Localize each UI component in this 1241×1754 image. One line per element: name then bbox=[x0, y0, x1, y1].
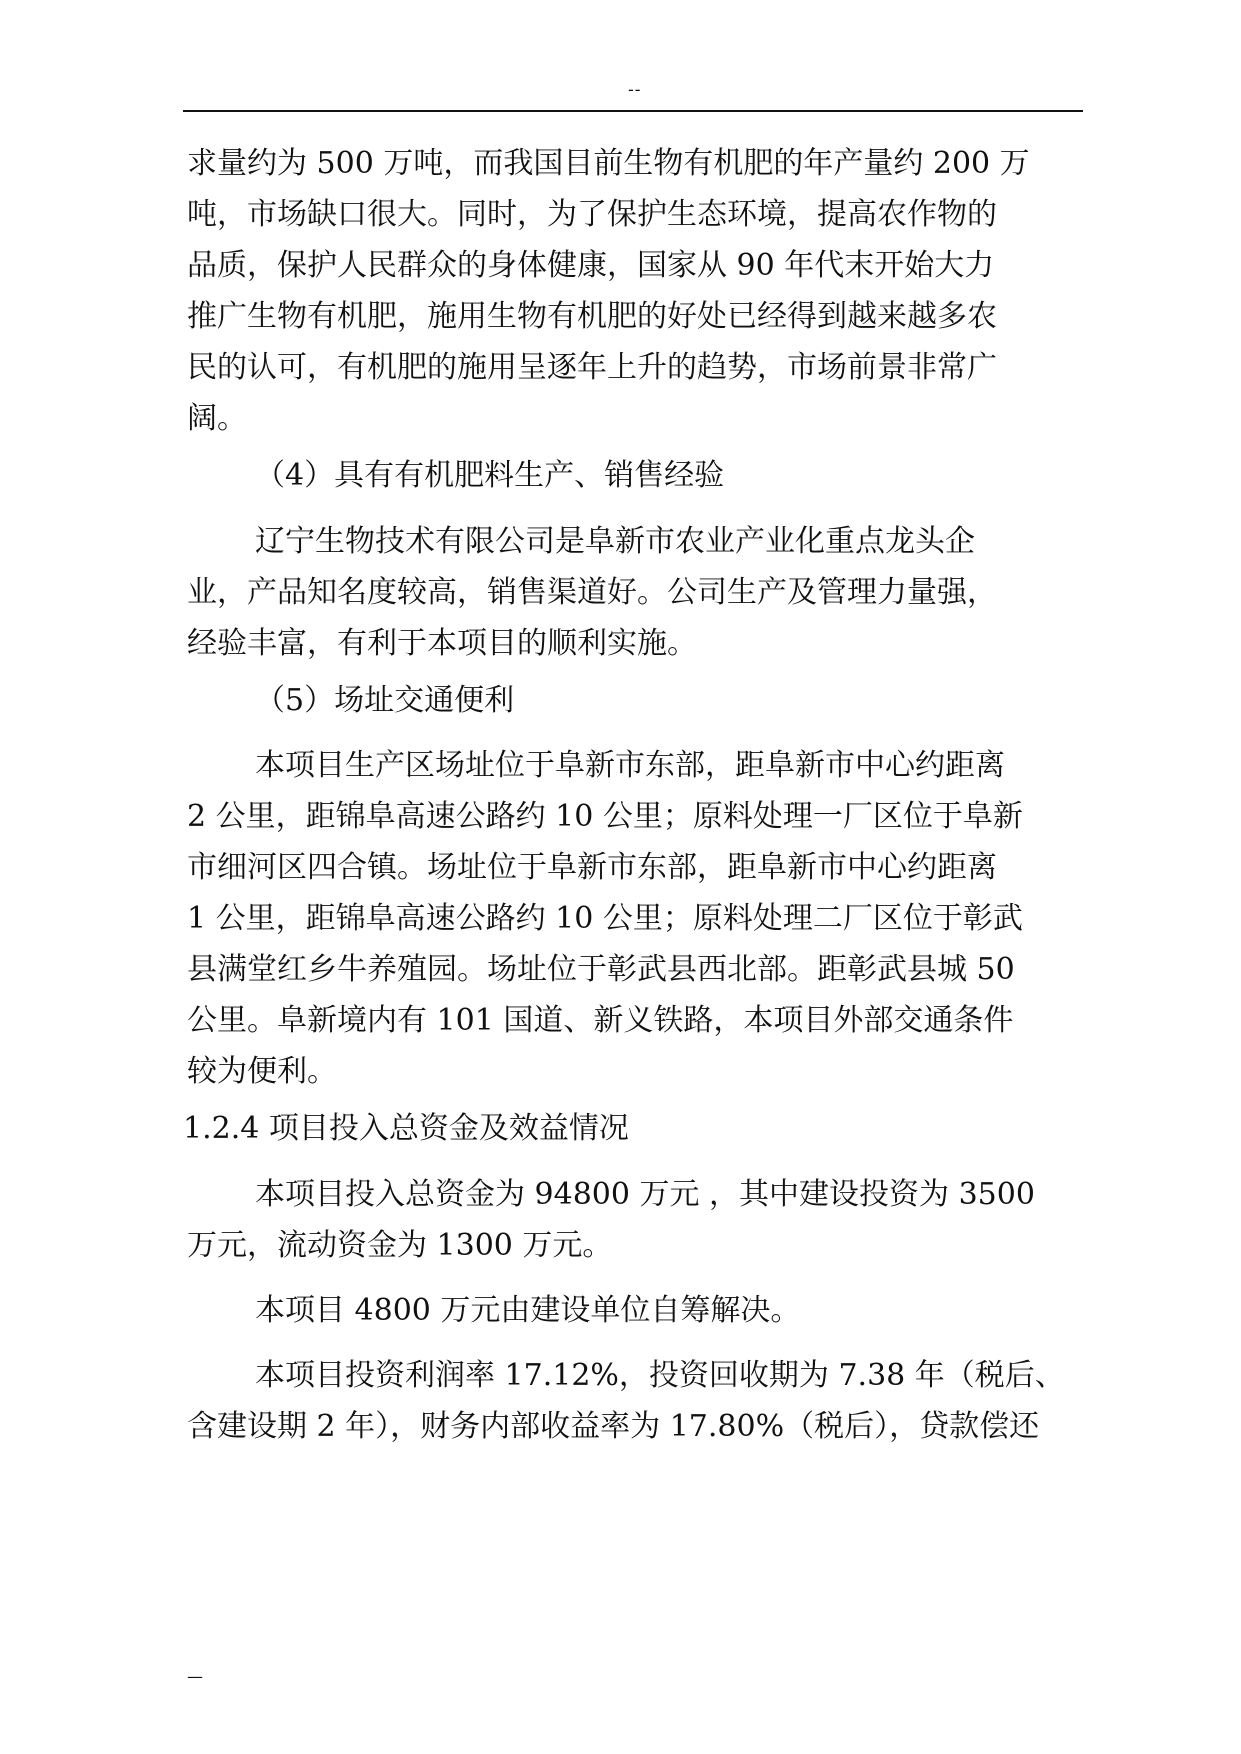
body-line: 县满堂红乡牛养殖园。场址位于彰武县西北部。距彰武县城 50 bbox=[187, 952, 1015, 987]
page-footer-mark: — bbox=[187, 1667, 203, 1686]
body-line: 经验丰富，有利于本项目的顺利实施。 bbox=[187, 626, 697, 661]
body-line: 1 公里，距锦阜高速公路约 10 公里；原料处理二厂区位于彰武 bbox=[187, 901, 1023, 936]
body-line: 公里。阜新境内有 101 国道、新义铁路，本项目外部交通条件 bbox=[187, 1003, 1014, 1038]
body-line: 民的认可，有机肥的施用呈逐年上升的趋势，市场前景非常广 bbox=[187, 350, 997, 385]
body-line: 吨，市场缺口很大。同时，为了保护生态环境，提高农作物的 bbox=[187, 197, 997, 232]
body-line: 本项目投资利润率 17.12%，投资回收期为 7.38 年（税后、 bbox=[255, 1358, 1065, 1393]
body-line: 本项目 4800 万元由建设单位自筹解决。 bbox=[255, 1293, 801, 1328]
body-line: 较为便利。 bbox=[187, 1054, 337, 1089]
body-line: 推广生物有机肥，施用生物有机肥的好处已经得到越来越多农 bbox=[187, 299, 997, 334]
body-line: 万元，流动资金为 1300 万元。 bbox=[187, 1228, 613, 1263]
section-subheading: （5）场址交通便利 bbox=[255, 683, 515, 718]
body-line: 阔。 bbox=[187, 401, 247, 436]
body-line: 市细河区四合镇。场址位于阜新市东部，距阜新市中心约距离 bbox=[187, 850, 997, 885]
body-line: 2 公里，距锦阜高速公路约 10 公里；原料处理一厂区位于阜新 bbox=[187, 799, 1023, 834]
body-line: 本项目投入总资金为 94800 万元 ，其中建设投资为 3500 bbox=[255, 1177, 1035, 1212]
page-header-mark: -- bbox=[628, 80, 642, 99]
section-heading: 1.2.4 项目投入总资金及效益情况 bbox=[183, 1111, 629, 1146]
body-line: 业，产品知名度较高，销售渠道好。公司生产及管理力量强， bbox=[187, 575, 997, 610]
body-line: 本项目生产区场址位于阜新市东部，距阜新市中心约距离 bbox=[255, 748, 1005, 783]
body-line: 求量约为 500 万吨，而我国目前生物有机肥的年产量约 200 万 bbox=[187, 146, 1030, 181]
body-line: 辽宁生物技术有限公司是阜新市农业产业化重点龙头企 bbox=[255, 524, 975, 559]
body-line: 品质，保护人民群众的身体健康，国家从 90 年代末开始大力 bbox=[187, 248, 995, 283]
body-line: 含建设期 2 年），财务内部收益率为 17.80%（税后），贷款偿还 bbox=[187, 1409, 1040, 1444]
section-subheading: （4）具有有机肥料生产、销售经验 bbox=[255, 458, 725, 493]
